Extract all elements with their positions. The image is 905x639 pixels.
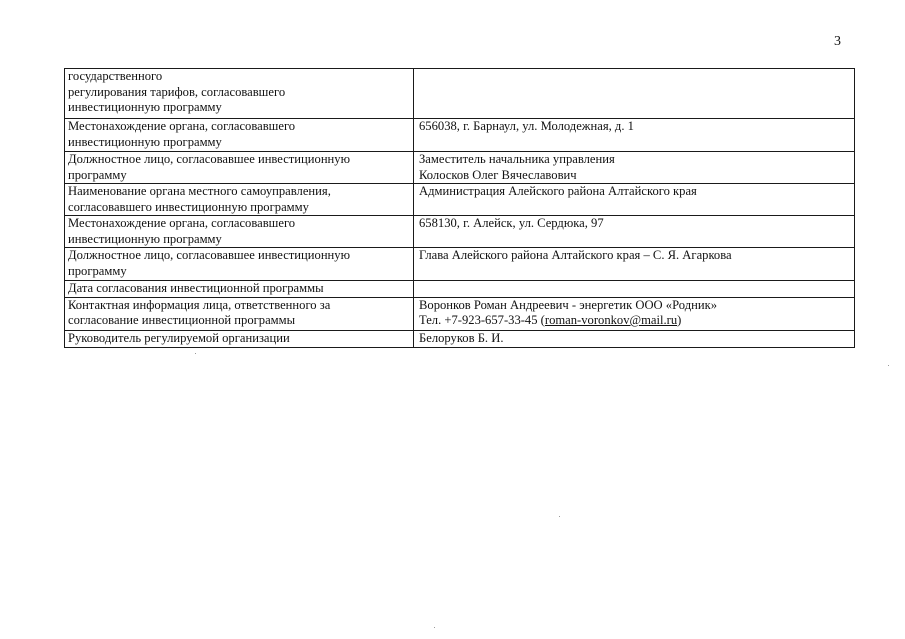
- table-row: [65, 330, 855, 347]
- table-row: [65, 248, 855, 281]
- row-label: Должностное лицо, согласовавшее инвестиционную программу: [65, 248, 414, 281]
- contact-phone-prefix: Тел. +7-923-657-33-45 (: [419, 313, 545, 327]
- row-value: Белоруков Б. И.: [414, 330, 855, 347]
- row-value: Администрация Алейского района Алтайского края: [414, 184, 855, 216]
- row-value: Заместитель начальника управления Колосков Олег Вячеславович: [414, 152, 855, 184]
- contact-info-cell: [414, 297, 855, 330]
- row-value: 658130, г. Алейск, ул. Сердюка, 97: [414, 216, 855, 248]
- table-row: [65, 281, 855, 298]
- row-value: 656038, г. Барнаул, ул. Молодежная, д. 1: [414, 119, 855, 152]
- investment-program-table: [64, 68, 855, 348]
- table-row: [65, 297, 855, 330]
- table-row: [65, 184, 855, 216]
- row-label: государственного регулирования тарифов, согласовавшего инвестиционную программу: [65, 69, 414, 119]
- table-row: [65, 119, 855, 152]
- row-label: Контактная информация лица, ответственного за согласование инвестиционной программы: [65, 297, 414, 330]
- row-label: Должностное лицо, согласовавшее инвестиционную программу: [65, 152, 414, 184]
- row-label: Местонахождение органа, согласовавшего инвестиционную программу: [65, 216, 414, 248]
- row-label: Наименование органа местного самоуправления, согласовавшего инвестиционную программу: [65, 184, 414, 216]
- table-row: [65, 152, 855, 184]
- contact-person: Воронков Роман Андреевич - энергетик ООО «Родник»: [419, 297, 718, 312]
- table-row: [65, 69, 855, 119]
- row-value: [414, 281, 855, 298]
- contact-email-link[interactable]: roman-voronkov@mail.ru: [544, 313, 678, 327]
- row-value: Глава Алейского района Алтайского края – С. Я. Агаркова: [414, 248, 855, 281]
- scan-speck: [559, 516, 560, 517]
- row-value: [414, 69, 855, 119]
- scan-speck: [195, 353, 196, 354]
- row-label: Дата согласования инвестиционной программы: [65, 281, 414, 298]
- page-number: 3: [834, 34, 841, 49]
- row-label: Местонахождение органа, согласовавшего инвестиционную программу: [65, 119, 414, 152]
- scan-speck: [434, 627, 435, 628]
- table-row: [65, 216, 855, 248]
- contact-phone-suffix: ): [677, 313, 682, 327]
- row-label: Руководитель регулируемой организации: [65, 330, 414, 347]
- scan-speck: [888, 365, 889, 366]
